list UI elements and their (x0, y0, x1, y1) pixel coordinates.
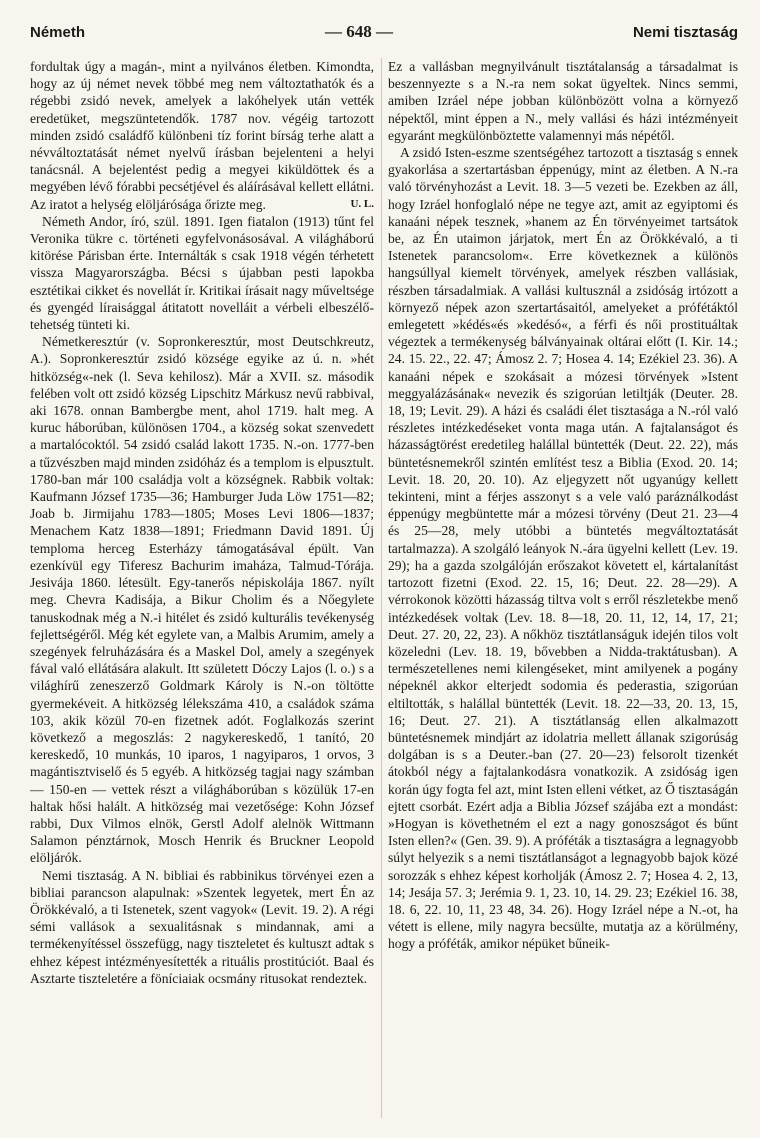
entry-nemi-tisztasag: Nemi tisztaság. A N. bibliai és rabbinikus törvényei ezen a bibliai parancson alapulnak: »Szentek legyetek, mert Én az Örökkévaló, a ti Istenetek, szent vagyok« (Levit. 19. 2). A régi sémi vallások a sexualitásnak s mindannak, ami a termékenyítéssel összefügg, nagy tiszteletet és kultuszt adtak s ehhez képest intézményesítették a rituális prostitúciót. Baal és Asztarte tiszteletére a föníciaiak ocsmány ritusokat rendeztek. (30, 867, 374, 986)
author-signature: U. L. (350, 197, 374, 210)
running-header (30, 20, 738, 44)
right-column (388, 58, 738, 1128)
entry-nemetkeresztur: Németkeresztúr (v. Sopronkeresztúr, most Deutschkreutz, A.). Sopronkeresztúr zsidó községe egyike az ú. n. »hét hitközség«-nek (l. Seva kehilosz). Már a XVII. sz. második felében volt ott zsidó község Lipschitz Márkusz nevű rabbival, aki 1678. onnan Bambergbe ment, ahol 1719. halt meg. A kuruc háborúban, különösen 1704., a község sokat szenvedett a martalócoktól. 54 zsidó család lakott 1735. N.-on. 1777-ben a tűzvészben majd minden zsidóház és a templom is elpusztult. 1780-ban már 100 családja volt a községnek. Rabbik voltak: Kaufmann József 1735—36; Hamburger Juda Löw 1751—82; Joab b. Jirmijahu 1783—1805; Moses Levi 1806—1837; Menachem Katz 1838—1891; Friedmann David 1891. Új temploma herceg Esterházy támogatásával épült. Van ezenkívül egy Tiferesz Bachurim imaháza, Talmud-Tórája. Jesivája 1860. létesült. Egy-tanerős népiskolája 1867. nyílt meg. Chevra Kadisája, a Bikur Cholim és a Nőegylete tanuskodnak még a N.-i hitélet és zsidó kulturális tevékenység fejlettségéről. Még két egylete van, a Malbis Arumim, amely a szegények felruházására és a Maskel Dol, amely a szegények fával való ellátására alakult. Itt született Dóczy Lajos (l. o.) s a világhírű zeneszerző Goldmark Károly is N.-on töltötte gyermekéveit. A hitközség lélekszáma 410, a családok száma 103, akik közül 70-en fizetnek adót. Foglalkozás szerint következő a megoszlás: 2 nagykereskedő, 1 tanító, 20 kereskedő, 10 munkás, 10 iparos, 1 nagyiparos, 1 orvos, 3 magántisztviselő és 5 egyéb. A hitközség tagjai nagy számban — 150-en — vettek részt a világháborúban s közülük 17-en haltak hősi halált. A hitközség mai vezetősége: Kohn József rabbi, Dux Vilmos elnök, Gerstl Adolf alelnök Wittmann Salamon pénztárnok, Mosch Henrik és Bruckner Leopold elöljárók. (30, 334, 374, 866)
left-column (30, 58, 374, 1128)
entry-paragraph-right: A zsidó Isten-eszme szentségéhez tartozott a tisztaság s ennek gyakorlása a szertartásban éppenúgy, mint az életben. A N.-ra való törvényhozást a Levit. 18. 3—5 vezeti be. Ezekben az áll, hogy Izráel honfoglaló népe ne tegye azt, amit az egyiptomi és kanaáni népek tesznek, »hanem az Én törvényeimet tartsátok be, az Én utaimon járjatok, mert Én az Örökkévaló, a ti Istenetek parancsolom«. Erre következnek a különös hangsúllyal kiemelt törvények, amelyek részben vallásiak, részben társadalmiak. A vallási kultusznál a zsidóság irtózott a környező népek azon szertartásaitól, amelyeket a prófétáktól emlegetett »kédés«és »kedésó«, a férfi és női prostituáltak végeztek a termékenység bálványainak oltárai előtt (I. Kir. 14.; 24. 15. 22., 22. 47; Ámosz 2. 7; Hosea 4. 14; Ezékiel 23. 36). A kanaáni népek e szokásait a mózesi törvények »Istent meggyalázásának« nevezik és szigorúan letiltják (Deuter. 28. 18, 19; Levit. 29). A házi és családi élet tisztasága a N.-ról való részletes intézkedéseket vonta maga után. A fajtalanságot és házasságtörést eredetileg halállal büntették (Deut. 22. 22), más büntetésnemekről szintén említést tesz a Biblia (Exod. 20. 14; Levit. 18. 20, 20. 10). Az eljegyzett nőt ugyanúgy kellett tekinteni, mint a férjes asszonyt s a vele való paráználkodást éppenúgy megbüntette már a mózesi törvény (Deut 21. 23—4 és 25—28, mely utóbbi a büntetés megváltoztatását tartalmazza). A szolgáló leányok N.-ára ügyelni kellett (Lev. 19. 29); ha a gazda szolgálóján erőszakot követett el, kártalanítást tartozott fizetni (Exod. 22. 15, 16; Deut. 22. 28—29). A vérrokonok közötti házasság tiltva volt s erről részletekbe menő intézkedések voltak (Lev. 18. 8—18, 20. 11, 12, 14, 17, 21; Deut. 27. 20, 22, 23). A nőkhöz tisztátlanságuk idején tilos volt közeledni (Lev. 18. 19, bővebben a Nidda-traktátusban). A természetellenes nemi kilengéseket, mint amilyenek a pogány népeknél akkor elterjedt sodomia és pederastia, szigorúan eltiltották, s halállal büntették (Levit. 18. 22—33, 20. 13, 15, 16; Deut. 27. 21). A tisztátlanság ellen alkalmazott büntetésnemek mindjárt az idolatria mellett állanak szigorúság dolgában is s a Deuter.-ban (27. 20—23) felsorolt tizenkét átokból négy a fajtalankodásra vonatkozik. A zsidóság igen korán úgy fogta fel azt, mint Isten elleni vétket, az Ő tisztaságán ejtett csorbát. Ezért adja a Biblia József szájába ezt a mondást: »Hogyan is követhetném el ezt a nagy gonoszságot és bűnt Isten ellen?« (Gen. 39. 9). A próféták a tisztaságra a legnagyobb súlyt helyezik s a nemi tisztátlanságot a legnagyobb bajok közé sorozzák s ehhez képest korholják (Ámosz 2. 7; Hosea 4. 2, 13, 14; Jesája 57. 3; Jerémia 9. 1, 23. 10, 14. 29. 23; Ezékiel 16. 38, 18. 6, 22. 10, 11, 23 48, 34. 26). Hogy Izráel népe a N.-ot, ha vétett is ellene, mily nagyra becsülte, mutatja az a körülmény, hogy a próféták, amikor népüket bűneik- (388, 145, 738, 952)
entry-continuation-paragraph-right: Ez a vallásban megnyilvánult tisztátalanság a társadalmat is beszennyezte s a N.-ra nem sokat ügyeltek. Nincs semmi, amiben Izráel népe jobban különbözött volna a környező népektől, mint éppen a N., mely vallási és házi intézményeit egyaránt megkülönböztette valamennyi más népétől. (388, 59, 738, 143)
entry-nemeth-andor: Németh Andor, író, szül. 1891. Igen fiatalon (1913) tűnt fel Veronika tükre c. történeti egyfelvonásosával. A világháború kitörése Párisban érte. Internálták s csak 1918 végén térhetett vissza Magyarországba. Bécsi s újabban pesti lapokba esztétikai cikket és novellát ír. Kritikai írásait nagy műveltsége és gyengéd líraisággal átitatott novelláit a vérbeli elbeszélő-tehetség tünteti ki. (30, 213, 374, 333)
header-left-keyword: Németh (30, 23, 86, 41)
page-number: — 648 — (324, 22, 393, 41)
column-divider (381, 58, 382, 1118)
header-right-keyword: Nemi tisztaság (632, 23, 738, 41)
entry-continuation-paragraph: fordultak úgy a magán-, mint a nyilvános életben. Kimondta, hogy az új német nevek többé meg nem változtathatók és a régebbi zsidó nevek, amelyek a lakóhelyek után vették eredetüket, megszüntetendők. 1787 nov. végéig tartozott minden zsidó családfő különbeni tíz forint bírság terhe alatt a névváltoztatását német nyelvű írásban bejelenteni a helyi tanácsnál. A bejelentést pedig a megyei kiküldöttek és a megyében lévő fórabbi pecsétjével és aláírásával kellett ellátni. Az iratot a helység elöljárósága őrizte meg. U. L. (30, 59, 374, 212)
